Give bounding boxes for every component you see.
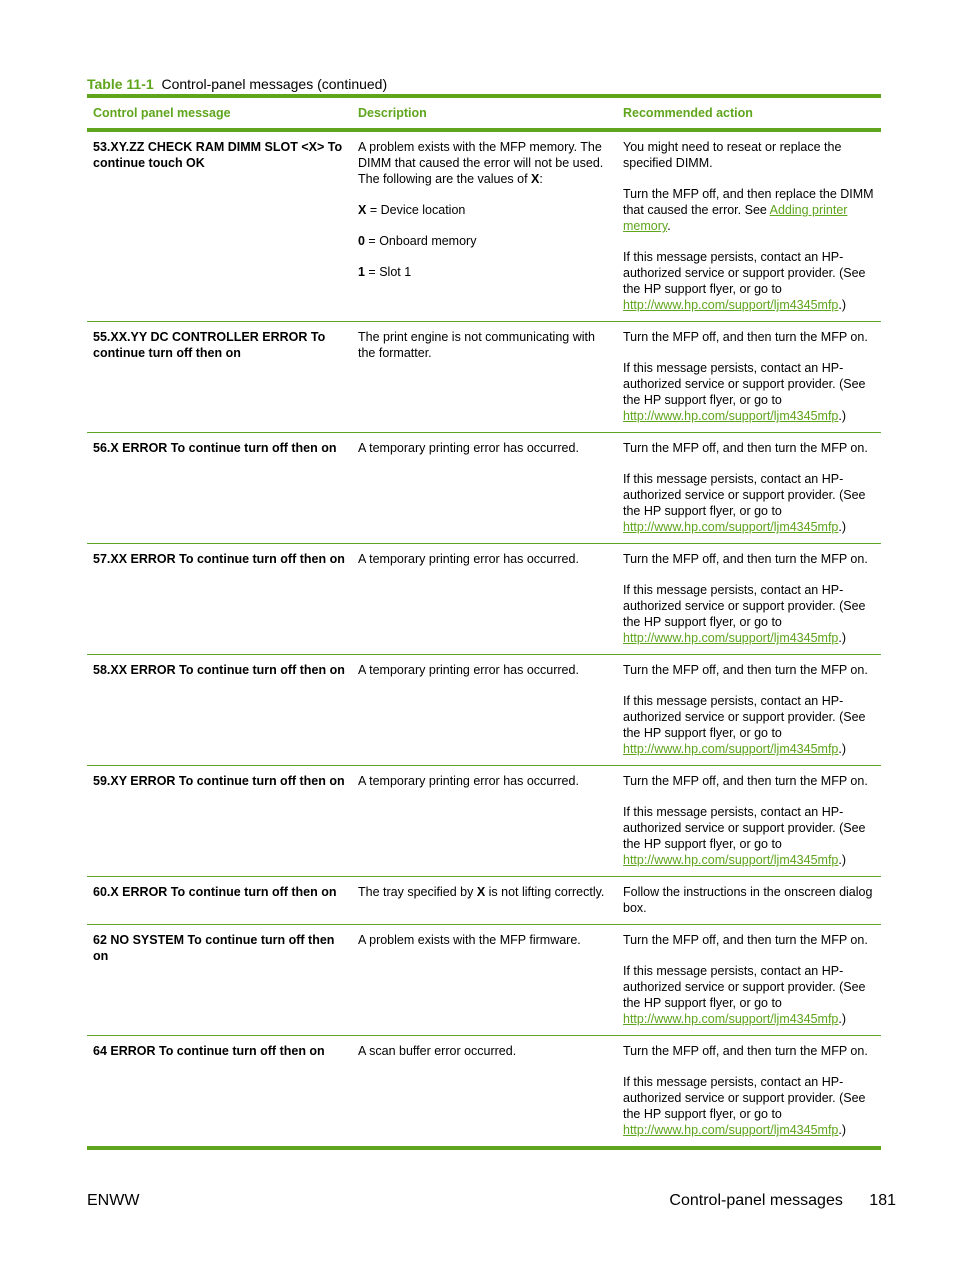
description-paragraph: [358, 662, 611, 678]
table-title: Control-panel messages (continued): [161, 76, 388, 92]
control-panel-message: 57.XX ERROR To continue turn off then on: [93, 552, 345, 566]
action-text: If this message persists, contact an HP-authorized service or support provider. (See the HP support flyer, or go to: [623, 964, 866, 1010]
recommended-action-cell: [617, 433, 881, 544]
action-text: Turn the MFP off, and then replace the DIMM that caused the error. See: [623, 187, 874, 217]
description-cell: [352, 877, 617, 925]
table-header-row: [87, 96, 881, 130]
control-panel-message: 64 ERROR To continue turn off then on: [93, 1044, 325, 1058]
description-text: The print engine is not communicating with the formatter.: [358, 330, 595, 360]
recommended-action-cell: [617, 925, 881, 1036]
table-row: [87, 130, 881, 322]
description-variable: 1: [358, 265, 365, 279]
action-text: Follow the instructions in the onscreen dialog box.: [623, 885, 873, 915]
action-text: If this message persists, contact an HP-authorized service or support provider. (See the HP support flyer, or go to: [623, 805, 866, 851]
description-variable: 0: [358, 234, 365, 248]
action-text: Turn the MFP off, and then turn the MFP on.: [623, 1044, 868, 1058]
footer-section: [669, 1192, 896, 1210]
description-cell: [352, 766, 617, 877]
description-text: A problem exists with the MFP memory. The DIMM that caused the error will not be used. The following are the values of: [358, 140, 604, 186]
description-paragraph: [358, 264, 611, 280]
action-paragraph: [623, 963, 875, 1027]
description-paragraph: [358, 773, 611, 789]
action-text: Turn the MFP off, and then turn the MFP on.: [623, 774, 868, 788]
description-cell: [352, 925, 617, 1036]
description-paragraph: [358, 233, 611, 249]
action-paragraph: [623, 186, 875, 234]
action-paragraph: [623, 693, 875, 757]
description-paragraph: [358, 202, 611, 218]
action-link[interactable]: Adding printer memory: [623, 203, 848, 233]
recommended-action-cell: [617, 544, 881, 655]
table-row: [87, 544, 881, 655]
header-control-panel-message: Control panel message: [93, 106, 231, 120]
action-paragraph: [623, 804, 875, 868]
description-paragraph: [358, 551, 611, 567]
action-text: .): [838, 1123, 847, 1137]
footer-section-title: Control-panel messages: [669, 1192, 843, 1209]
description-text: A temporary printing error has occurred.: [358, 663, 579, 677]
action-text: .): [838, 631, 847, 645]
description-variable: X: [531, 172, 540, 186]
action-paragraph: [623, 884, 875, 916]
description-text: A problem exists with the MFP firmware.: [358, 933, 581, 947]
action-paragraph: [623, 329, 875, 345]
action-paragraph: [623, 1043, 875, 1059]
control-panel-message: 53.XY.ZZ CHECK RAM DIMM SLOT <X> To continue touch OK: [93, 140, 343, 170]
control-panel-message: 60.X ERROR To continue turn off then on: [93, 885, 337, 899]
action-paragraph: [623, 662, 875, 678]
description-paragraph: [358, 884, 611, 900]
recommended-action-cell: [617, 130, 881, 322]
description-cell: [352, 1036, 617, 1149]
table-row: [87, 322, 881, 433]
description-text: is not lifting correctly.: [485, 885, 605, 899]
action-text: .): [838, 298, 847, 312]
action-text: .): [838, 853, 847, 867]
action-text: If this message persists, contact an HP-authorized service or support provider. (See the HP support flyer, or go to: [623, 250, 866, 296]
action-text: .: [667, 219, 671, 233]
description-text: = Device location: [366, 203, 466, 217]
action-link[interactable]: http://www.hp.com/support/ljm4345mfp: [623, 1012, 839, 1026]
action-paragraph: [623, 471, 875, 535]
action-text: If this message persists, contact an HP-authorized service or support provider. (See the HP support flyer, or go to: [623, 694, 866, 740]
action-text: Turn the MFP off, and then turn the MFP on.: [623, 663, 868, 677]
recommended-action-cell: [617, 1036, 881, 1149]
footer-edition: ENWW: [87, 1192, 140, 1209]
action-text: If this message persists, contact an HP-authorized service or support provider. (See the HP support flyer, or go to: [623, 1075, 866, 1121]
description-paragraph: [358, 329, 611, 361]
description-text: A scan buffer error occurred.: [358, 1044, 517, 1058]
description-cell: [352, 130, 617, 322]
action-text: If this message persists, contact an HP-authorized service or support provider. (See the HP support flyer, or go to: [623, 583, 866, 629]
description-text: = Onboard memory: [364, 234, 477, 248]
action-link[interactable]: http://www.hp.com/support/ljm4345mfp: [623, 1123, 839, 1137]
description-cell: [352, 433, 617, 544]
control-panel-message: 62 NO SYSTEM To continue turn off then on: [93, 933, 335, 963]
recommended-action-cell: [617, 877, 881, 925]
action-text: .): [838, 520, 847, 534]
description-paragraph: [358, 139, 611, 187]
table-row: [87, 1036, 881, 1149]
description-text: A temporary printing error has occurred.: [358, 441, 579, 455]
action-paragraph: [623, 551, 875, 567]
action-text: Turn the MFP off, and then turn the MFP on.: [623, 330, 868, 344]
description-text: :: [539, 172, 543, 186]
description-text: = Slot 1: [364, 265, 412, 279]
action-text: .): [838, 742, 847, 756]
action-text: .): [838, 1012, 847, 1026]
description-variable: X: [476, 885, 486, 899]
description-text: The tray specified by: [358, 885, 477, 899]
table-row: [87, 655, 881, 766]
description-paragraph: [358, 440, 611, 456]
action-paragraph: [623, 440, 875, 456]
action-paragraph: [623, 249, 875, 313]
table-row: [87, 877, 881, 925]
table-number: Table 11-1: [87, 76, 154, 92]
description-cell: [352, 544, 617, 655]
page-number: 181: [869, 1192, 896, 1209]
action-link[interactable]: http://www.hp.com/support/ljm4345mfp: [623, 742, 839, 756]
action-text: Turn the MFP off, and then turn the MFP on.: [623, 933, 868, 947]
control-panel-message: 59.XY ERROR To continue turn off then on: [93, 774, 345, 788]
action-paragraph: [623, 139, 875, 171]
action-paragraph: [623, 360, 875, 424]
action-paragraph: [623, 773, 875, 789]
control-panel-messages-table: [87, 94, 881, 1150]
action-text: Turn the MFP off, and then turn the MFP on.: [623, 441, 868, 455]
action-link[interactable]: http://www.hp.com/support/ljm4345mfp: [623, 298, 839, 312]
description-cell: [352, 655, 617, 766]
recommended-action-cell: [617, 655, 881, 766]
description-text: A temporary printing error has occurred.: [358, 774, 579, 788]
action-text: .): [838, 409, 847, 423]
description-paragraph: [358, 932, 611, 948]
description-cell: [352, 322, 617, 433]
table-row: [87, 766, 881, 877]
description-text: A temporary printing error has occurred.: [358, 552, 579, 566]
action-paragraph: [623, 582, 875, 646]
action-paragraph: [623, 1074, 875, 1138]
action-paragraph: [623, 932, 875, 948]
action-link[interactable]: http://www.hp.com/support/ljm4345mfp: [623, 853, 839, 867]
header-recommended-action: Recommended action: [623, 106, 753, 120]
action-link[interactable]: http://www.hp.com/support/ljm4345mfp: [623, 520, 839, 534]
control-panel-message: 55.XX.YY DC CONTROLLER ERROR To continue turn off then on: [93, 330, 326, 360]
action-text: Turn the MFP off, and then turn the MFP on.: [623, 552, 868, 566]
recommended-action-cell: [617, 766, 881, 877]
action-text: If this message persists, contact an HP-authorized service or support provider. (See the HP support flyer, or go to: [623, 361, 866, 407]
control-panel-message: 56.X ERROR To continue turn off then on: [93, 441, 337, 455]
description-variable: X: [358, 203, 367, 217]
action-text: You might need to reseat or replace the specified DIMM.: [623, 140, 842, 170]
control-panel-message: 58.XX ERROR To continue turn off then on: [93, 663, 345, 677]
table-row: [87, 433, 881, 544]
action-text: If this message persists, contact an HP-authorized service or support provider. (See the HP support flyer, or go to: [623, 472, 866, 518]
action-link[interactable]: http://www.hp.com/support/ljm4345mfp: [623, 631, 839, 645]
recommended-action-cell: [617, 322, 881, 433]
table-row: [87, 925, 881, 1036]
header-description: Description: [358, 106, 427, 120]
description-paragraph: [358, 1043, 611, 1059]
action-link[interactable]: http://www.hp.com/support/ljm4345mfp: [623, 409, 839, 423]
table-caption: [87, 75, 387, 93]
